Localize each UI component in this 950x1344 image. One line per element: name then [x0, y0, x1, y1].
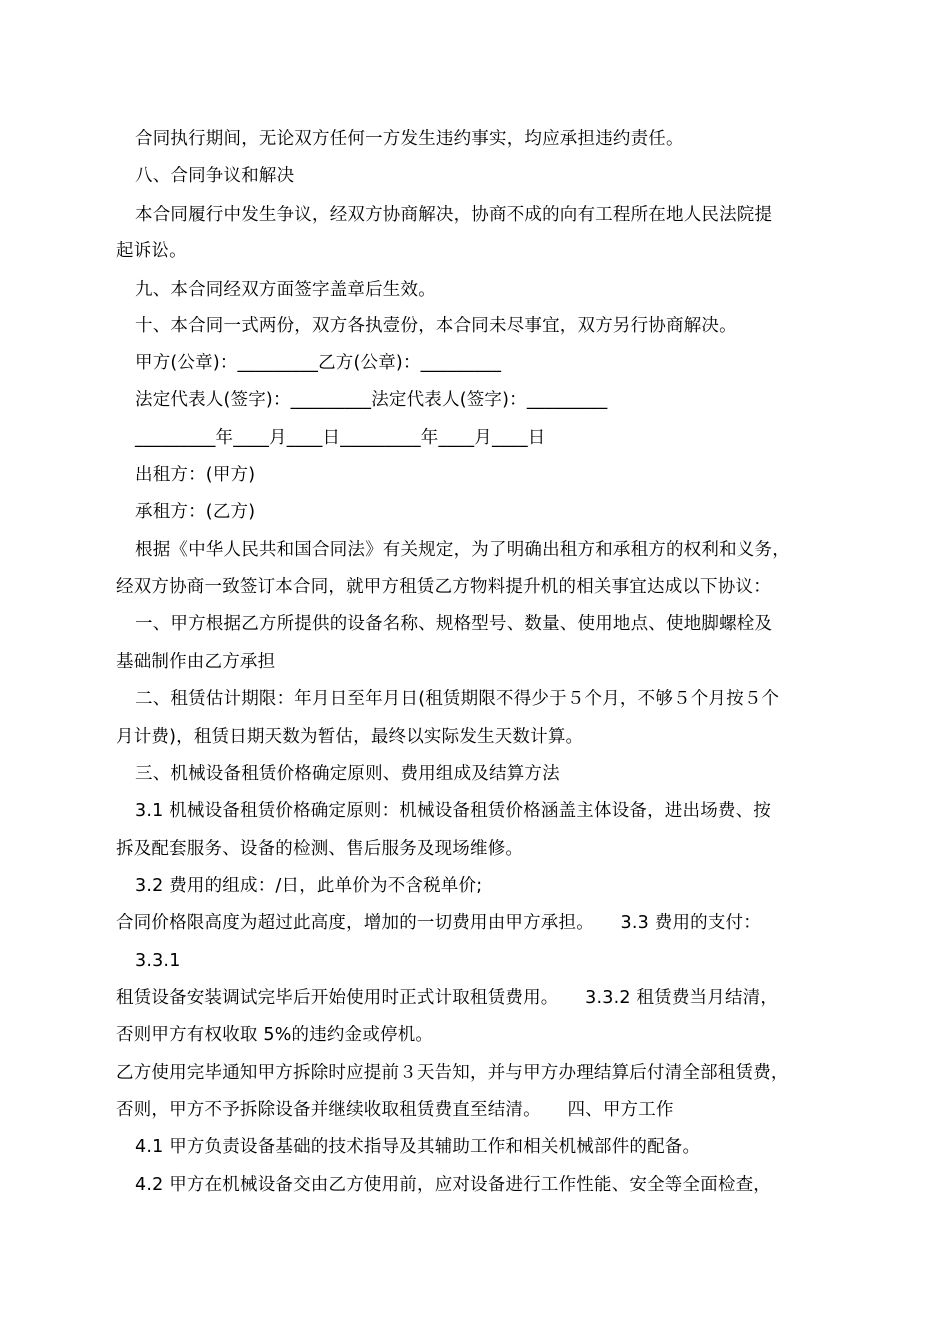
paragraph-preamble-line-2: 经双方协商一致签订本合同，就甲方租赁乙方物料提升机的相关事宜达成以下协议：	[116, 577, 771, 597]
clause-3-3-1-line: 租赁设备安装调试完毕后开始使用时正式计取租赁费用。 3.3.2 租赁费当月结清，	[116, 988, 779, 1008]
lessee-line: 承租方：(乙方)	[135, 502, 256, 522]
clause-2-line-2: 月计费)，租赁日期天数为暂估，最终以实际发生天数计算。	[116, 727, 584, 747]
paragraph-dispute-line-2: 起诉讼。	[116, 241, 187, 261]
clause-2-line-1: 二、租赁估计期限：年月日至年月日(租赁期限不得少于５个月，不够５个月按５个	[135, 689, 780, 709]
signature-date-line: _________年____月____日_________年____月____日	[135, 428, 546, 448]
clause-3-3-2-line: 否则甲方有权收取 5%的违约金或停机。	[116, 1025, 434, 1045]
paragraph-dispute-line-1: 本合同履行中发生争议，经双方协商解决，协商不成的向有工程所在地人民法院提	[135, 205, 773, 225]
clause-1-line-1: 一、甲方根据乙方所提供的设备名称、规格型号、数量、使用地点、使地脚螺栓及	[135, 614, 773, 634]
clause-4-1-line: 4.1 甲方负责设备基础的技术指导及其辅助工作和相关机械部件的配备。	[135, 1137, 701, 1157]
signature-representative-line: 法定代表人(签字)：_________法定代表人(签字)：_________	[135, 390, 608, 410]
clause-3-3-1-number: 3.3.1	[135, 951, 181, 971]
clause-removal-line-1: 乙方使用完毕通知甲方拆除时应提前３天告知，并与甲方办理结算后付清全部租赁费，	[116, 1063, 789, 1083]
signature-seal-line: 甲方(公章)：_________乙方(公章)：_________	[135, 353, 502, 373]
clause-4-2-line: 4.2 甲方在机械设备交由乙方使用前，应对设备进行工作性能、安全等全面检查，	[135, 1175, 771, 1195]
clause-3-2-price-limit-line: 合同价格限高度为超过此高度，增加的一切费用由甲方承担。 3.3 费用的支付：	[116, 913, 761, 933]
paragraph-preamble-line-1: 根据《中华人民共和国合同法》有关规定，为了明确出租方和承租方的权利和义务，	[135, 540, 790, 560]
clause-1-line-2: 基础制作由乙方承担	[116, 652, 276, 672]
paragraph-effective-clause: 九、本合同经双方面签字盖章后生效。	[135, 280, 436, 300]
heading-dispute-resolution: 八、合同争议和解决	[135, 166, 295, 186]
clause-removal-line-2: 否则，甲方不予拆除设备并继续收取租赁费直至结清。 四、甲方工作	[116, 1100, 674, 1120]
lessor-line: 出租方：(甲方)	[135, 465, 256, 485]
clause-3-1-line-1: 3.1 机械设备租赁价格确定原则：机械设备租赁价格涵盖主体设备，进出场费、按	[135, 801, 771, 821]
clause-3-heading: 三、机械设备租赁价格确定原则、费用组成及结算方法	[135, 764, 560, 784]
paragraph-copies-clause: 十、本合同一式两份，双方各执壹份，本合同未尽事宜，双方另行协商解决。	[135, 316, 737, 336]
clause-3-2-line: 3.2 费用的组成：/日，此单价为不含税单价;	[135, 876, 483, 896]
paragraph-breach-liability: 合同执行期间，无论双方任何一方发生违约事实，均应承担违约责任。	[135, 129, 684, 149]
clause-3-1-line-2: 拆及配套服务、设备的检测、售后服务及现场维修。	[116, 839, 524, 859]
